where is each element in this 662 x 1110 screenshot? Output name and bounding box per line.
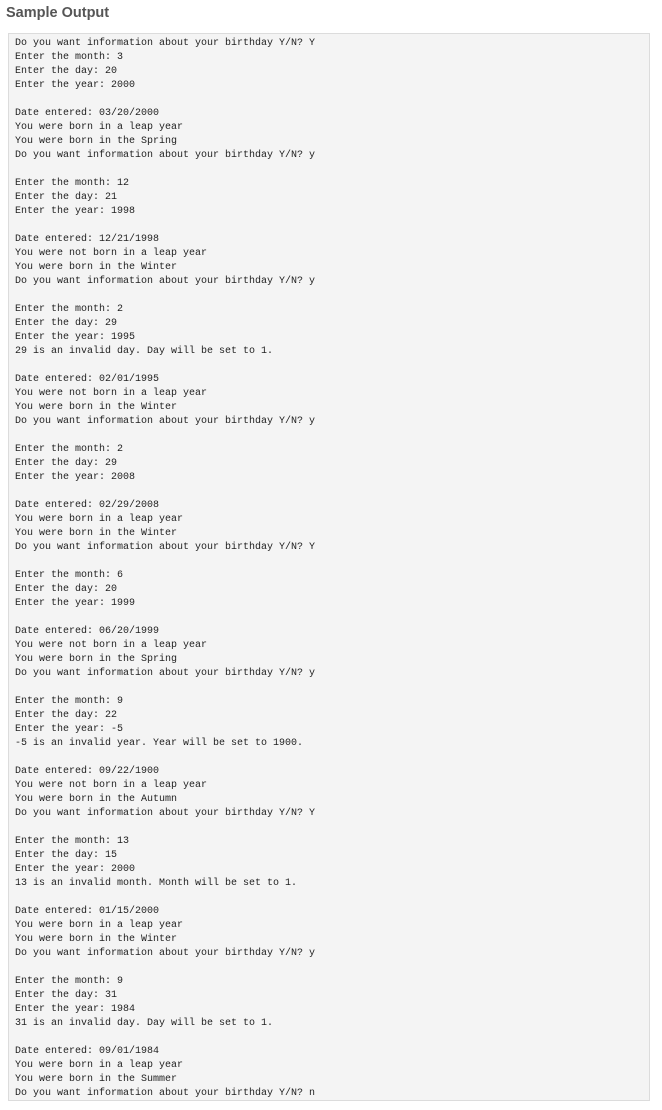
output-line: Enter the day: 31	[15, 990, 118, 1001]
output-line: 31 is an invalid day. Day will be set to 1.	[15, 1018, 274, 1029]
output-line: You were not born in a leap year	[15, 248, 208, 259]
output-line: You were not born in a leap year	[15, 780, 208, 791]
output-line: Enter the day: 29	[15, 318, 118, 329]
output-line	[15, 681, 643, 695]
output-line: Enter the month: 2	[15, 304, 124, 315]
output-line: Date entered: 06/20/1999	[15, 626, 160, 637]
output-line: Date entered: 01/15/2000	[15, 906, 160, 917]
output-line	[15, 163, 643, 177]
output-line: You were born in a leap year	[15, 514, 184, 525]
output-line: You were born in the Winter	[15, 402, 178, 413]
output-line: Date entered: 02/29/2008	[15, 500, 160, 511]
output-line: Do you want information about your birthday Y/N? y	[15, 276, 316, 287]
output-line: Enter the year: 1998	[15, 206, 136, 217]
output-line: Enter the year: 2000	[15, 864, 136, 875]
output-line: Do you want information about your birthday Y/N? y	[15, 668, 316, 679]
output-line: You were born in the Spring	[15, 136, 178, 147]
output-line: Enter the month: 9	[15, 696, 124, 707]
output-line: Enter the year: 2008	[15, 472, 136, 483]
output-line: Enter the month: 2	[15, 444, 124, 455]
output-line: You were born in a leap year	[15, 920, 184, 931]
output-line: Date entered: 09/01/1984	[15, 1046, 160, 1057]
output-line	[15, 219, 643, 233]
output-line: 29 is an invalid day. Day will be set to 1.	[15, 346, 274, 357]
output-line: Do you want information about your birthday Y/N? y	[15, 416, 316, 427]
output-line: You were born in the Autumn	[15, 794, 178, 805]
output-line: Enter the day: 20	[15, 584, 118, 595]
output-line: You were born in the Winter	[15, 528, 178, 539]
output-line: Date entered: 02/01/1995	[15, 374, 160, 385]
output-line	[15, 821, 643, 835]
output-line: Date entered: 03/20/2000	[15, 108, 160, 119]
output-line: Enter the year: 1984	[15, 1004, 136, 1015]
output-line: Do you want information about your birthday Y/N? Y	[15, 38, 316, 49]
output-line: Enter the year: 2000	[15, 80, 136, 91]
output-line: You were born in a leap year	[15, 122, 184, 133]
output-line: Enter the month: 12	[15, 178, 130, 189]
output-line: 13 is an invalid month. Month will be set to 1.	[15, 878, 298, 889]
output-line: Do you want information about your birthday Y/N? Y	[15, 808, 316, 819]
output-line	[15, 555, 643, 569]
output-line: Enter the month: 6	[15, 570, 124, 581]
output-line	[15, 485, 643, 499]
output-line: Date entered: 12/21/1998	[15, 234, 160, 245]
output-line	[15, 93, 643, 107]
output-line: Enter the year: 1999	[15, 598, 136, 609]
output-line	[15, 891, 643, 905]
output-line: You were born in the Winter	[15, 934, 178, 945]
output-line: Do you want information about your birthday Y/N? y	[15, 948, 316, 959]
output-line: Enter the day: 22	[15, 710, 118, 721]
output-line	[15, 289, 643, 303]
output-line	[15, 611, 643, 625]
output-line: Enter the month: 3	[15, 52, 124, 63]
output-line: You were born in the Spring	[15, 654, 178, 665]
output-line: Enter the year: -5	[15, 724, 124, 735]
output-line: Enter the year: 1995	[15, 332, 136, 343]
output-line: Enter the month: 9	[15, 976, 124, 987]
output-line	[15, 961, 643, 975]
output-line: Enter the day: 21	[15, 192, 118, 203]
output-line: You were not born in a leap year	[15, 640, 208, 651]
output-line: -5 is an invalid year. Year will be set to 1900.	[15, 738, 304, 749]
output-line	[15, 751, 643, 765]
output-line: You were not born in a leap year	[15, 388, 208, 399]
output-lines	[15, 37, 643, 1101]
sample-output-block	[8, 33, 650, 1101]
output-line: You were born in the Winter	[15, 262, 178, 273]
output-line: Date entered: 09/22/1900	[15, 766, 160, 777]
output-line: You were born in a leap year	[15, 1060, 184, 1071]
output-line: Do you want information about your birthday Y/N? n	[15, 1088, 316, 1099]
output-line	[15, 359, 643, 373]
output-line: Enter the day: 15	[15, 850, 118, 861]
output-line: You were born in the Summer	[15, 1074, 178, 1085]
output-line: Enter the day: 29	[15, 458, 118, 469]
output-line: Enter the day: 20	[15, 66, 118, 77]
section-heading: Sample Output	[6, 5, 110, 21]
output-line	[15, 1031, 643, 1045]
output-line: Do you want information about your birthday Y/N? Y	[15, 542, 316, 553]
output-line: Do you want information about your birthday Y/N? y	[15, 150, 316, 161]
output-line	[15, 429, 643, 443]
output-line: Enter the month: 13	[15, 836, 130, 847]
